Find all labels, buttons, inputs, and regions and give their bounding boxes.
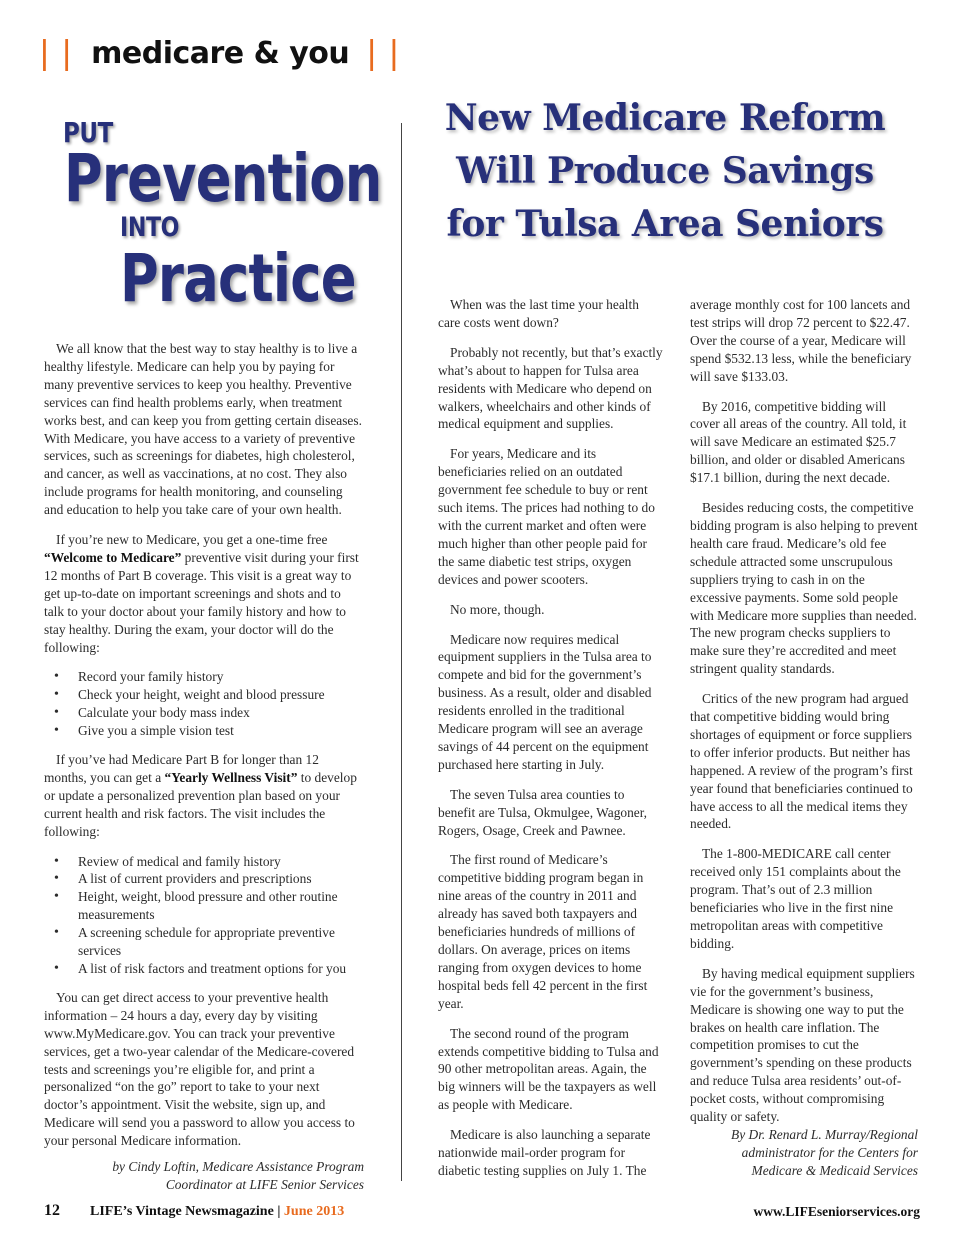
headline-line-1: New Medicare Reform — [444, 97, 886, 139]
paragraph: We all know that the best way to stay healthy is to live a healthy lifestyle. Medicare can help you by paying for many preventive services to keep you healthy. Preventive services can find health problems early, when treatment works best, and can keep you from getting certain diseases. With Medicare, you have access to a variety of preventive services, such as screenings for diabetes, high cholesterol, and cancer, as well as vaccinations, at no cost. They also include programs for health monitoring, and counseling and education to help you take care of your own health. — [44, 341, 362, 518]
paragraph: No more, though. — [450, 601, 545, 617]
header-bar-left: | | — [40, 33, 74, 72]
paragraph: The first round of Medicare’s competitive bidding program began in nine areas of the country in 2011 and already has saved both taxpayers and beneficiaries hundreds of millions of dollars. On average, prices on items ranging from oxygen devices to home hospital beds fell 42 percent in the first year. — [438, 852, 648, 1011]
byline — [44, 1158, 364, 1194]
headline-put: PUT — [63, 116, 113, 149]
magazine-credit — [90, 1204, 344, 1220]
list-item: • Height, weight, blood pressure and other routine measurements — [78, 888, 364, 924]
prevention-article — [44, 340, 364, 1206]
reform-article-col-2 — [690, 296, 918, 1192]
paragraph: You can get direct access to your preventive health information – 24 hours a day, every day by visiting www.MyMedicare.gov. You can track your preventive services, get a two-year calendar of the Medicare-covered tests and screenings you’re eligible for, and print a personalized “on the go” report to take to your next doctor’s appointment. Visit the website, sign up, and Medicare will send you a password to allow you access to your personal Medicare information. — [44, 989, 355, 1149]
byline-line: Coordinator at LIFE Senior Services — [165, 1176, 364, 1192]
reform-article-col-1 — [438, 296, 664, 1192]
paragraph: The second round of the program extends competitive bidding to Tulsa and 90 other metropolitan areas. Again, the big winners will be the taxpayers as well as people with Medicare. — [438, 1025, 659, 1113]
page-footer — [44, 1202, 920, 1224]
list-item: • Give you a simple vision test — [78, 722, 364, 740]
issue-date: June 2013 — [283, 1204, 345, 1219]
welcome-visit-list — [44, 668, 364, 740]
text-run: preventive visit during your first 12 months of Part B coverage. This visit is a great way to get up-to-date on important screenings and shots and to talk to your doctor about your family history and how to stay healthy. During the exam, your doctor will do the following: — [44, 549, 359, 655]
headline-into: INTO — [120, 212, 180, 243]
article-headline — [420, 92, 910, 251]
paragraph: When was the last time your health care costs went down? — [438, 297, 639, 330]
list-item: • Check your height, weight and blood pressure — [78, 686, 364, 704]
paragraph: Critics of the new program had argued that competitive bidding would bring shortages of equipment or force suppliers to offer inferior products. But neither has happened. A review of the program’s first year found that beneficiaries continued to have access to all the medical items they needed. — [690, 691, 913, 832]
paragraph: By 2016, competitive bidding will cover all areas of the country. All told, it will save Medicare an estimated $25.7 billion, and older or disabled Americans $17.1 billion, during the next decade. — [690, 398, 907, 486]
list-item: • Review of medical and family history — [78, 853, 364, 871]
paragraph: Besides reducing costs, the competitive bidding program is also helping to prevent health care fraud. Medicare’s old fee schedule attracted some unscrupulous suppliers trying to cash in on the excessive payments. Some sold people with Medicare more supplies than needed. The new program checks suppliers to make sure they’re accredited and meet stringent quality standards. — [690, 500, 918, 677]
list-item: • Calculate your body mass index — [78, 704, 364, 722]
paragraph: average monthly cost for 100 lancets and test strips will drop 72 percent to $22.47. Over the course of a year, Medicare will spend $532.13 less, while the beneficiary will save $133.03. — [690, 297, 912, 384]
magazine-name: LIFE’s Vintage Newsmagazine — [90, 1204, 274, 1219]
paragraph: The seven Tulsa area counties to benefit are Tulsa, Okmulgee, Wagoner, Rogers, Osage, Creek and Pawnee. — [438, 786, 647, 838]
paragraph: Probably not recently, but that’s exactly what’s about to happen for Tulsa area residents with Medicare who depend on walkers, wheelchairs and other kinds of medical equipment and supplies. — [438, 344, 663, 432]
header-bar-right: | | — [367, 33, 401, 72]
paragraph: Medicare now requires medical equipment suppliers in the Tulsa area to compete and bid for the government’s business. As a result, older and disabled residents enrolled in the traditional Medicare program will see an average savings of 44 percent on the equipment purchased here starting in July. — [438, 631, 652, 772]
byline — [690, 1126, 918, 1180]
list-item: • Record your family history — [78, 668, 364, 686]
website-url: www.LIFEseniorservices.org — [753, 1204, 920, 1219]
list-item: • A list of current providers and prescriptions — [78, 870, 364, 888]
bold-term: “Yearly Wellness Visit” — [164, 769, 298, 785]
byline-line: Medicare & Medicaid Services — [751, 1162, 918, 1178]
paragraph: Medicare is also launching a separate nationwide mail-order program for diabetic testing supplies on July 1. The — [438, 1127, 651, 1178]
text-run: If you’re new to Medicare, you get a one-time free — [56, 532, 328, 548]
byline-line: By Dr. Renard L. Murray/Regional — [731, 1126, 918, 1142]
section-header — [40, 28, 400, 78]
footer-separator: | — [273, 1204, 284, 1219]
paragraph — [44, 751, 364, 841]
byline-line: administrator for the Centers for — [741, 1144, 918, 1160]
paragraph: By having medical equipment suppliers vie for the government’s business, Medicare is showing one way to put the brakes on health care inflation. The competition promises to cut the government’s spending on these products and reduce Tulsa area residents’ out-of-pocket costs, without compromising quality or safety. — [690, 965, 915, 1125]
bold-term: “Welcome to Medicare” — [44, 549, 182, 565]
wellness-visit-list — [44, 853, 364, 978]
text-run: to develop or update a personalized prevention plan based on your current health and risk factors. The visit includes the following: — [44, 769, 357, 839]
headline-line-2: Will Produce Savings — [456, 150, 874, 192]
byline-line: by Cindy Loftin, Medicare Assistance Program — [112, 1159, 364, 1175]
paragraph — [44, 531, 364, 656]
paragraph: The 1-800-MEDICARE call center received only 151 complaints about the program. That’s out of 2.3 million beneficiaries who live in the first nine metropolitan areas with competitive bidding. — [690, 846, 901, 951]
column-divider — [401, 123, 402, 1181]
list-item: • A list of risk factors and treatment options for you — [78, 960, 364, 978]
page-number: 12 — [44, 1202, 60, 1219]
headline-practice: Practice — [120, 240, 356, 317]
headline-line-3: for Tulsa Area Seniors — [446, 203, 884, 245]
section-title: medicare & you — [91, 35, 350, 71]
paragraph: For years, Medicare and its beneficiaries relied on an outdated government fee schedule to buy or rent such items. The prices had nothing to do with the current market and often were much higher than other people paid for the same diabetic test strips, oxygen devices and power scooters. — [438, 446, 655, 587]
text-run: If you’ve had Medicare Part B for longer than 12 months, you can get a — [44, 752, 319, 785]
headline-prevention: Prevention — [64, 140, 382, 217]
list-item: • A screening schedule for appropriate preventive services — [78, 924, 364, 960]
